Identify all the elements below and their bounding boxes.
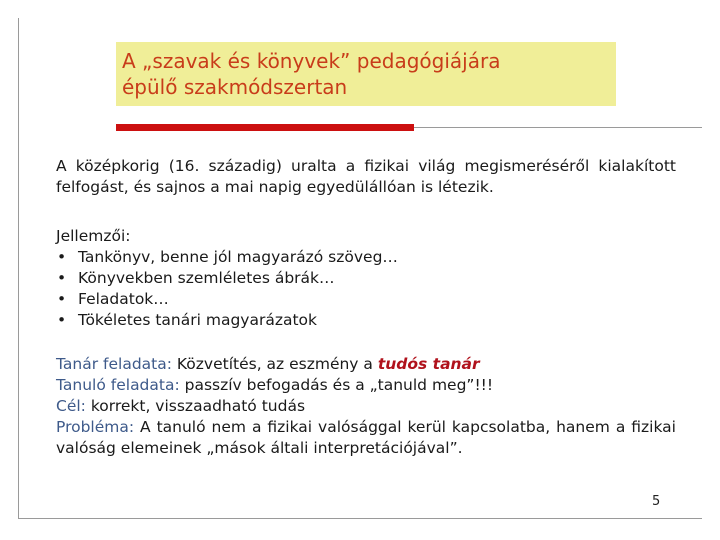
bullet-icon: • xyxy=(57,248,67,266)
bullet-icon: • xyxy=(57,290,67,308)
frame-bottom-line xyxy=(18,518,702,519)
list-item xyxy=(56,268,676,289)
list-item-text: Tankönyv, benne jól magyarázó szöveg… xyxy=(78,248,398,266)
roles-section xyxy=(56,354,676,459)
features-section xyxy=(56,226,676,331)
title-line1-post: pedagógiájára xyxy=(350,49,501,73)
page-title xyxy=(122,48,612,100)
bullet-icon: • xyxy=(57,311,67,329)
features-list xyxy=(56,247,676,331)
title-box xyxy=(116,42,616,106)
list-item xyxy=(56,247,676,268)
title-line1-quoted: „szavak és könyvek” xyxy=(142,49,351,73)
frame-left-line xyxy=(18,18,19,518)
teacher-line xyxy=(56,354,676,375)
problem-line xyxy=(56,417,676,459)
student-line xyxy=(56,375,676,396)
student-text: passzív befogadás és a „tanuld meg”!!! xyxy=(179,376,494,394)
list-item xyxy=(56,289,676,310)
list-item-text: Könyvekben szemléletes ábrák… xyxy=(78,269,335,287)
list-item xyxy=(56,310,676,331)
title-rule-gray xyxy=(414,127,702,128)
goal-line xyxy=(56,396,676,417)
student-label: Tanuló feladata: xyxy=(56,376,180,394)
list-item-text: Feladatok… xyxy=(78,290,169,308)
teacher-text: Közvetítés, az eszmény a xyxy=(171,355,378,373)
title-line1-pre: A xyxy=(122,49,143,73)
title-rule-red xyxy=(116,124,414,131)
page-number: 5 xyxy=(652,494,661,509)
goal-label: Cél: xyxy=(56,397,86,415)
bullet-icon: • xyxy=(57,269,67,287)
teacher-label: Tanár feladata: xyxy=(56,355,172,373)
features-heading: Jellemzői: xyxy=(56,227,131,245)
problem-text: A tanuló nem a fizikai valósággal kerül kapcsolatba, hanem a fizikai valóság elemeinek „mások általi interpretációjával”. xyxy=(56,418,676,457)
goal-text: korrekt, visszaadható tudás xyxy=(85,397,306,415)
list-item-text: Tökéletes tanári magyarázatok xyxy=(78,311,317,329)
intro-paragraph: A középkorig (16. századig) uralta a fizikai világ megismeréséről kialakított felfogást, és sajnos a mai napig egyedülállóan is létezik. xyxy=(56,157,676,196)
problem-label: Probléma: xyxy=(56,418,135,436)
title-line2: épülő szakmódszertan xyxy=(122,75,348,99)
teacher-emphasis: tudós tanár xyxy=(377,355,480,373)
